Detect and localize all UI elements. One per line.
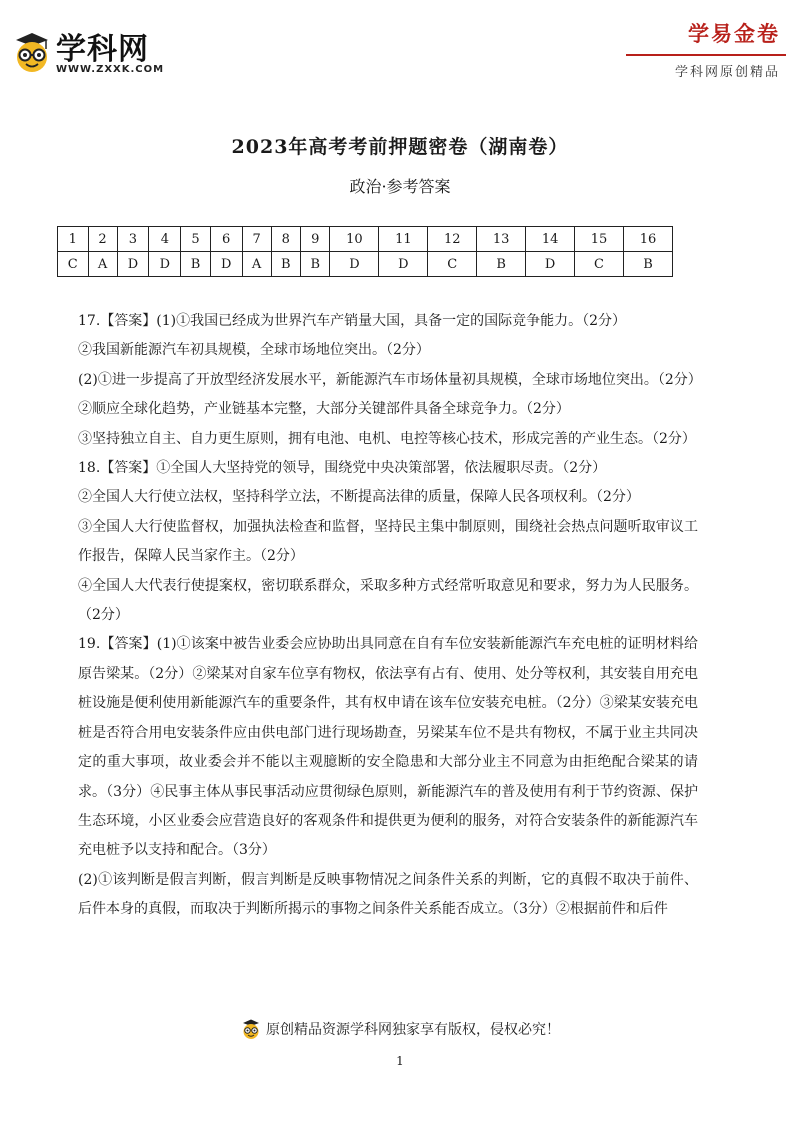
question-number-cell: 5 [181,227,210,252]
brand-badge [646,18,786,80]
answer-paragraph: 17.【答案】(1)①我国已经成为世界汽车产销量大国，具备一定的国际竞争能力。（2分） [78,313,627,329]
answer-cell: D [149,252,181,277]
answer-cell: B [623,252,672,277]
question-number-cell: 6 [210,227,242,252]
question-number-cell: 10 [330,227,379,252]
zxxk-logo[interactable] [10,22,170,78]
answer-paragraph: ④全国人大代表行使提案权，密切联系群众，采取多种方式经常听取意见和要求，努力为人民服务。（2分） [78,577,698,624]
mascot-face-icon [240,1018,262,1040]
answer-cell: B [477,252,526,277]
question-number-cell: 4 [149,227,181,252]
answer-cell: C [58,252,89,277]
question-number-cell: 11 [379,227,428,252]
logo-text: 学科网 [56,32,149,67]
answer-table [57,226,673,277]
answer-paragraph: (2)①该判断是假言判断，假言判断是反映事物情况之间条件关系的判断，它的真假不取决于前件、后件本身的真假，而取决于判断所揭示的事物之间条件关系能否成立。（3分）②根据前件和后件 [78,871,698,918]
answer-cell: B [181,252,210,277]
answer-cell: D [210,252,242,277]
page-number: 1 [396,1054,404,1068]
brand-subtitle: 学科网原创精品 [674,65,780,80]
question-number-cell: 7 [242,227,271,252]
logo-url: WWW.ZXXK.COM [56,64,165,75]
answer-table-number-row [58,227,673,252]
answer-table-answer-row [58,252,673,277]
answer-body [78,307,702,925]
answer-cell: A [242,252,271,277]
answer-cell: D [526,252,575,277]
question-number-cell: 16 [623,227,672,252]
question-number-cell: 15 [575,227,624,252]
answer-paragraph: ③坚持独立自主、自力更生原则，拥有电池、电机、电控等核心技术，形成完善的产业生态。（2分） [78,430,696,447]
question-number-cell: 3 [117,227,149,252]
answer-cell: D [330,252,379,277]
copyright-footer [0,1018,800,1044]
mascot-face-icon [10,30,54,74]
answer-paragraph: ②我国新能源汽车初具规模，全球市场地位突出。（2分） [78,342,430,359]
answer-paragraph: (2)①进一步提高了开放型经济发展水平，新能源汽车市场体量初具规模，全球市场地位突出。（2分） [78,371,702,388]
answer-cell: A [88,252,117,277]
question-number-cell: 13 [477,227,526,252]
brand-divider [626,54,786,56]
question-number-cell: 12 [428,227,477,252]
question-number-cell: 8 [271,227,300,252]
answer-cell: B [271,252,300,277]
document-title: 2023年高考考前押题密卷（湖南卷） [231,136,569,158]
question-number-cell: 2 [88,227,117,252]
answer-paragraph: 19.【答案】(1)①该案中被告业委会应协助出具同意在自有车位安装新能源汽车充电桩的证明材料给原告梁某。（2分）②梁某对自家车位享有物权，依法享有占有、使用、处分等权利，其安装自用充电桩设施是便利使用新能源汽车的重要条件，其有权申请在该车位安装充电桩。（2分）③梁某安装充电桩是否符合用电安装条件应由供电部门进行现场勘查，另梁某车位不是共有物权，不属于业主共同决定的重大事项，故业委会并不能以主观臆断的安全隐患和大部分业主不同意为由拒绝配合梁某的请求。（3分）④民事主体从事民事活动应贯彻绿色原则，新能源汽车的普及使用有利于节约资源、保护生态环境，小区业委会应营造良好的客观条件和提供更为便利的服务，对符合安装条件的新能源汽车充电桩予以支持和配合。（3分） [78,636,698,859]
answer-cell: D [379,252,428,277]
copyright-text: 原创精品资源学科网独家享有版权，侵权必究！ [266,1022,560,1038]
page-header [0,0,800,90]
brand-title: 学易金卷 [688,21,780,46]
answer-cell: C [575,252,624,277]
question-number-cell: 1 [58,227,89,252]
document-subtitle: 政治·参考答案 [349,177,451,196]
answer-paragraph: 18.【答案】①全国人大坚持党的领导，围绕党中央决策部署，依法履职尽责。（2分） [78,460,607,477]
answer-paragraph: ③全国人大行使监督权，加强执法检查和监督，坚持民主集中制原则，围绕社会热点问题听取审议工作报告，保障人民当家作主。（2分） [78,518,698,565]
answer-cell: C [428,252,477,277]
answer-cell: B [301,252,330,277]
question-number-cell: 14 [526,227,575,252]
answer-cell: D [117,252,149,277]
answer-paragraph: ②全国人大行使立法权，坚持科学立法，不断提高法律的质量，保障人民各项权利。（2分） [78,489,640,506]
question-number-cell: 9 [301,227,330,252]
answer-paragraph: ②顺应全球化趋势，产业链基本完整，大部分关键部件具备全球竞争力。（2分） [78,401,570,418]
